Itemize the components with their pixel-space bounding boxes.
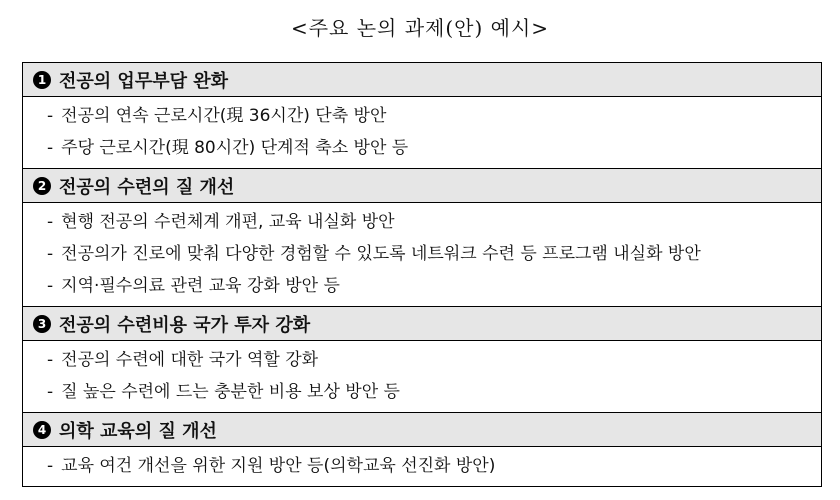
section-3 [23, 307, 821, 413]
section-items [23, 447, 821, 486]
number-badge: 4 [33, 421, 51, 439]
list-item [23, 376, 821, 408]
list-item-text: 질 높은 수련에 드는 충분한 비용 보상 방안 등 [61, 382, 400, 402]
number-badge: 3 [33, 315, 51, 333]
dash-bullet: - [47, 276, 54, 296]
section-heading-text: 전공의 수련비용 국가 투자 강화 [59, 314, 311, 336]
section-4 [23, 413, 821, 486]
section-items [23, 341, 821, 413]
number-badge: 1 [33, 71, 51, 89]
agenda-box [22, 62, 822, 487]
section-heading [23, 169, 821, 203]
section-heading-text: 의학 교육의 질 개선 [59, 420, 217, 442]
section-items [23, 203, 821, 307]
section-heading [23, 307, 821, 341]
document-title: <주요 논의 과제(안) 예시> [290, 16, 550, 40]
list-item-text: 전공의 수련에 대한 국가 역할 강화 [61, 350, 319, 370]
list-item-text: 주당 근로시간(現 80시간) 단계적 축소 방안 등 [61, 138, 409, 158]
dash-bullet: - [47, 350, 54, 370]
list-item-text: 전공의 연속 근로시간(現 36시간) 단축 방안 [61, 106, 387, 126]
section-heading [23, 413, 821, 447]
list-item-text: 전공의가 진로에 맞춰 다양한 경험할 수 있도록 네트워크 수련 등 프로그램 내실화 방안 [61, 244, 701, 264]
list-item [23, 100, 821, 132]
dash-bullet: - [47, 138, 54, 158]
list-item [23, 270, 821, 302]
section-2 [23, 169, 821, 307]
list-item [23, 450, 821, 482]
section-heading-text: 전공의 업무부담 완화 [59, 70, 229, 92]
list-item [23, 206, 821, 238]
dash-bullet: - [47, 106, 54, 126]
dash-bullet: - [47, 456, 54, 476]
list-item [23, 344, 821, 376]
list-item [23, 238, 821, 270]
list-item-text: 지역·필수의료 관련 교육 강화 방안 등 [61, 276, 340, 296]
list-item-text: 교육 여건 개선을 위한 지원 방안 등(의학교육 선진화 방안) [61, 456, 496, 476]
list-item [23, 132, 821, 164]
number-badge: 2 [33, 177, 51, 195]
dash-bullet: - [47, 244, 54, 264]
list-item-text: 현행 전공의 수련체계 개편, 교육 내실화 방안 [61, 212, 395, 232]
dash-bullet: - [47, 212, 54, 232]
dash-bullet: - [47, 382, 54, 402]
section-heading-text: 전공의 수련의 질 개선 [59, 176, 235, 198]
section-1 [23, 63, 821, 169]
section-items [23, 97, 821, 169]
section-heading [23, 63, 821, 97]
